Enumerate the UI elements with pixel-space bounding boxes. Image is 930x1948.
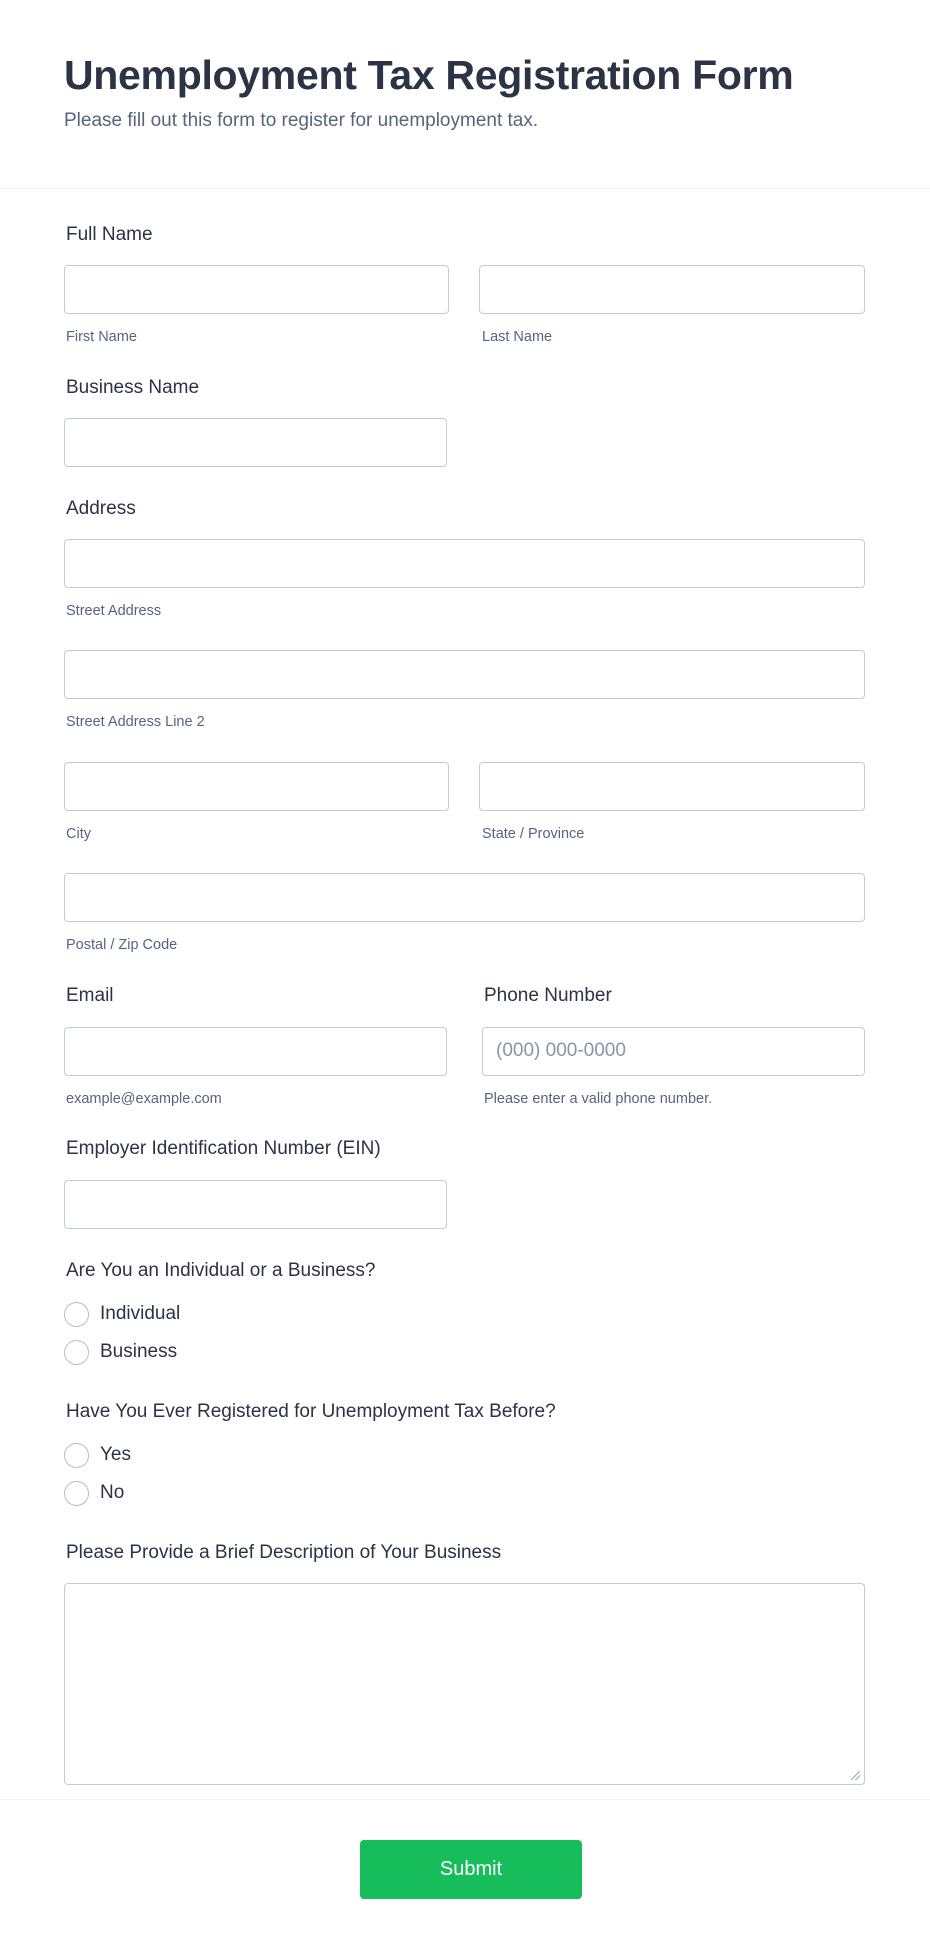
- ein-label: Employer Identification Number (EIN): [66, 1138, 381, 1159]
- radio-label: Individual: [100, 1303, 181, 1324]
- description-textarea[interactable]: [64, 1583, 865, 1785]
- city-sublabel: City: [66, 826, 91, 842]
- full-name-label: Full Name: [66, 224, 153, 245]
- registered-before-label: Have You Ever Registered for Unemployment Tax Before?: [66, 1401, 556, 1422]
- description-label: Please Provide a Brief Description of Your Business: [66, 1542, 502, 1563]
- form-subtitle: Please fill out this form to register for unemployment tax.: [64, 110, 539, 131]
- phone-sublabel: Please enter a valid phone number.: [484, 1091, 713, 1107]
- street-address-line2-input[interactable]: [64, 650, 865, 699]
- business-name-input[interactable]: [64, 418, 447, 467]
- radio-circle-icon[interactable]: [64, 1340, 89, 1365]
- street-address-input[interactable]: [64, 539, 865, 588]
- state-sublabel: State / Province: [482, 826, 585, 842]
- radio-option-individual[interactable]: [64, 1301, 180, 1327]
- radio-circle-icon[interactable]: [64, 1481, 89, 1506]
- radio-circle-icon[interactable]: [64, 1443, 89, 1468]
- radio-label: Yes: [100, 1444, 131, 1465]
- phone-placeholder: (000) 000-0000: [496, 1040, 626, 1061]
- address-label: Address: [66, 498, 136, 519]
- first-name-input[interactable]: [64, 265, 449, 314]
- business-name-label: Business Name: [66, 377, 200, 398]
- state-input[interactable]: [479, 762, 865, 811]
- form-title: Unemployment Tax Registration Form: [64, 52, 794, 98]
- entity-type-label: Are You an Individual or a Business?: [66, 1260, 376, 1281]
- resize-grip-icon[interactable]: [851, 1771, 860, 1780]
- email-label: Email: [66, 985, 114, 1006]
- phone-input[interactable]: [482, 1027, 865, 1076]
- radio-label: No: [100, 1482, 125, 1503]
- form-footer: [0, 1799, 930, 1948]
- street-address-sublabel: Street Address: [66, 603, 162, 619]
- form-header: [0, 0, 930, 189]
- email-sublabel: example@example.com: [66, 1091, 222, 1107]
- street-address-line2-sublabel: Street Address Line 2: [66, 714, 205, 730]
- ein-input[interactable]: [64, 1180, 447, 1229]
- last-name-sublabel: Last Name: [482, 329, 553, 345]
- email-input[interactable]: [64, 1027, 447, 1076]
- radio-circle-icon[interactable]: [64, 1302, 89, 1327]
- radio-option-yes[interactable]: [64, 1442, 131, 1468]
- first-name-sublabel: First Name: [66, 329, 137, 345]
- submit-button[interactable]: Submit: [360, 1840, 582, 1899]
- radio-option-no[interactable]: [64, 1480, 124, 1506]
- radio-option-business[interactable]: [64, 1339, 177, 1365]
- postal-code-input[interactable]: [64, 873, 865, 922]
- last-name-input[interactable]: [479, 265, 865, 314]
- city-input[interactable]: [64, 762, 449, 811]
- postal-code-sublabel: Postal / Zip Code: [66, 937, 178, 953]
- phone-label: Phone Number: [484, 985, 612, 1006]
- radio-label: Business: [100, 1341, 178, 1362]
